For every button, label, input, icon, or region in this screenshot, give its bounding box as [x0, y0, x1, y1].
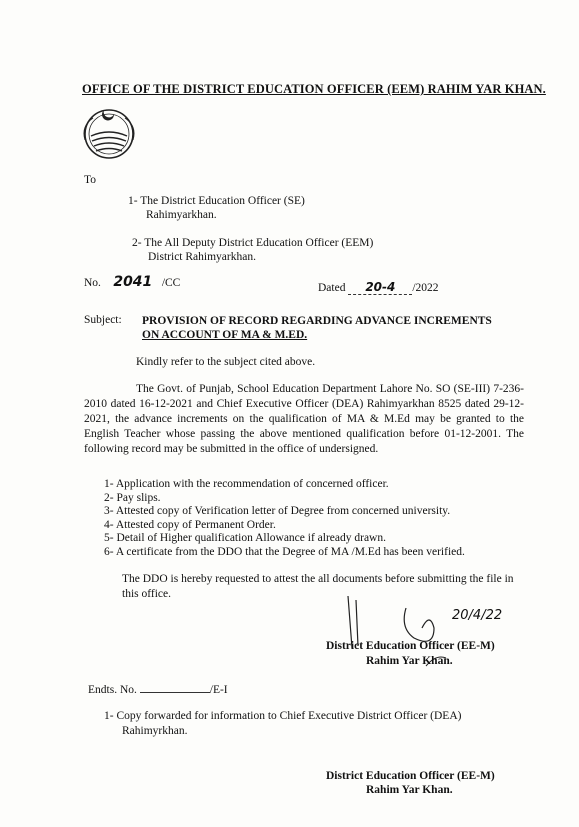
signature-date-note: 20/4/22: [452, 608, 503, 623]
signature-1-title: District Education Officer (EE-M): [326, 640, 495, 652]
list-item: 5- Detail of Higher qualification Allowance if already drawn.: [104, 532, 386, 544]
endorsement-blank: [140, 692, 210, 693]
dated-label: Dated: [318, 282, 346, 294]
recipient-1: [128, 194, 305, 222]
handwritten-date: 20-4: [348, 280, 412, 295]
reference-number: [84, 274, 180, 290]
closing-paragraph: The DDO is hereby requested to attest the all documents before submitting the file in this office.: [122, 573, 514, 600]
copy-forwarded: [104, 709, 461, 739]
punjab-government-seal-icon: [76, 102, 142, 162]
subject-label: Subject:: [84, 314, 122, 326]
signature-1-place: Rahim Yar Khan.: [366, 655, 453, 667]
recipient-line: The District Education Officer (SE): [140, 195, 305, 207]
subject-line-2: ON ACCOUNT OF MA & M.ED.: [142, 329, 308, 341]
to-label: To: [84, 174, 96, 186]
date-year: /2022: [412, 282, 439, 294]
subject-text: [142, 314, 522, 342]
recipient-line: The All Deputy District Education Officer (EEM): [144, 237, 374, 249]
signature-scribble-icon: [336, 588, 506, 688]
copy-num: 1-: [104, 710, 114, 722]
copy-line-1: Copy forwarded for information to Chief Executive District Officer (DEA): [116, 710, 462, 722]
no-suffix: /CC: [161, 277, 181, 289]
subject-line-1: PROVISION OF RECORD REGARDING ADVANCE INCREMENTS: [142, 315, 492, 327]
list-item: 1- Application with the recommendation of concerned officer.: [104, 478, 389, 490]
recipient-line: Rahimyarkhan.: [146, 209, 217, 221]
list-item: 4- Attested copy of Permanent Order.: [104, 518, 276, 531]
recipient-num: 2-: [132, 237, 142, 249]
reference-date: [318, 280, 439, 295]
signature-2-title: District Education Officer (EE-M): [326, 770, 495, 782]
signature-2-place: Rahim Yar Khan.: [366, 784, 453, 796]
endorsement-suffix: /E-I: [209, 684, 228, 696]
endorsement-label: Endts. No.: [88, 684, 137, 696]
list-item: 3- Attested copy of Verification letter of Degree from concerned university.: [104, 505, 451, 517]
office-title: OFFICE OF THE DISTRICT EDUCATION OFFICER (EEM) RAHIM YAR KHAN.: [82, 82, 546, 96]
list-item: 2- Pay slips.: [104, 491, 161, 504]
handwritten-number: 2041: [113, 274, 153, 290]
no-label: No.: [84, 277, 101, 289]
recipient-2: [132, 236, 373, 264]
intro-sentence: Kindly refer to the subject cited above.: [136, 356, 316, 368]
document-list: [104, 478, 465, 559]
copy-line-2: Rahimyrkhan.: [122, 725, 188, 737]
recipient-line: District Rahimyarkhan.: [148, 251, 256, 263]
main-paragraph: The Govt. of Punjab, School Education Department Lahore No. SO (SE-III) 7-236-2010 dated 16-12-2021 and Chief Executive Officer (DEA) Rahimyarkhan 8525 dated 29-12-2021, the advance increments on the qualification of MA & M.Ed may be granted to the English Teacher whose passing the above mentioned qualification before 01-12-2001. The following record may be submitted in the office of undersigned.: [84, 383, 524, 455]
list-item: 6- A certificate from the DDO that the Degree of MA /M.Ed has been verified.: [104, 545, 465, 558]
endorsement-number: [88, 684, 228, 696]
recipient-num: 1-: [128, 195, 138, 207]
